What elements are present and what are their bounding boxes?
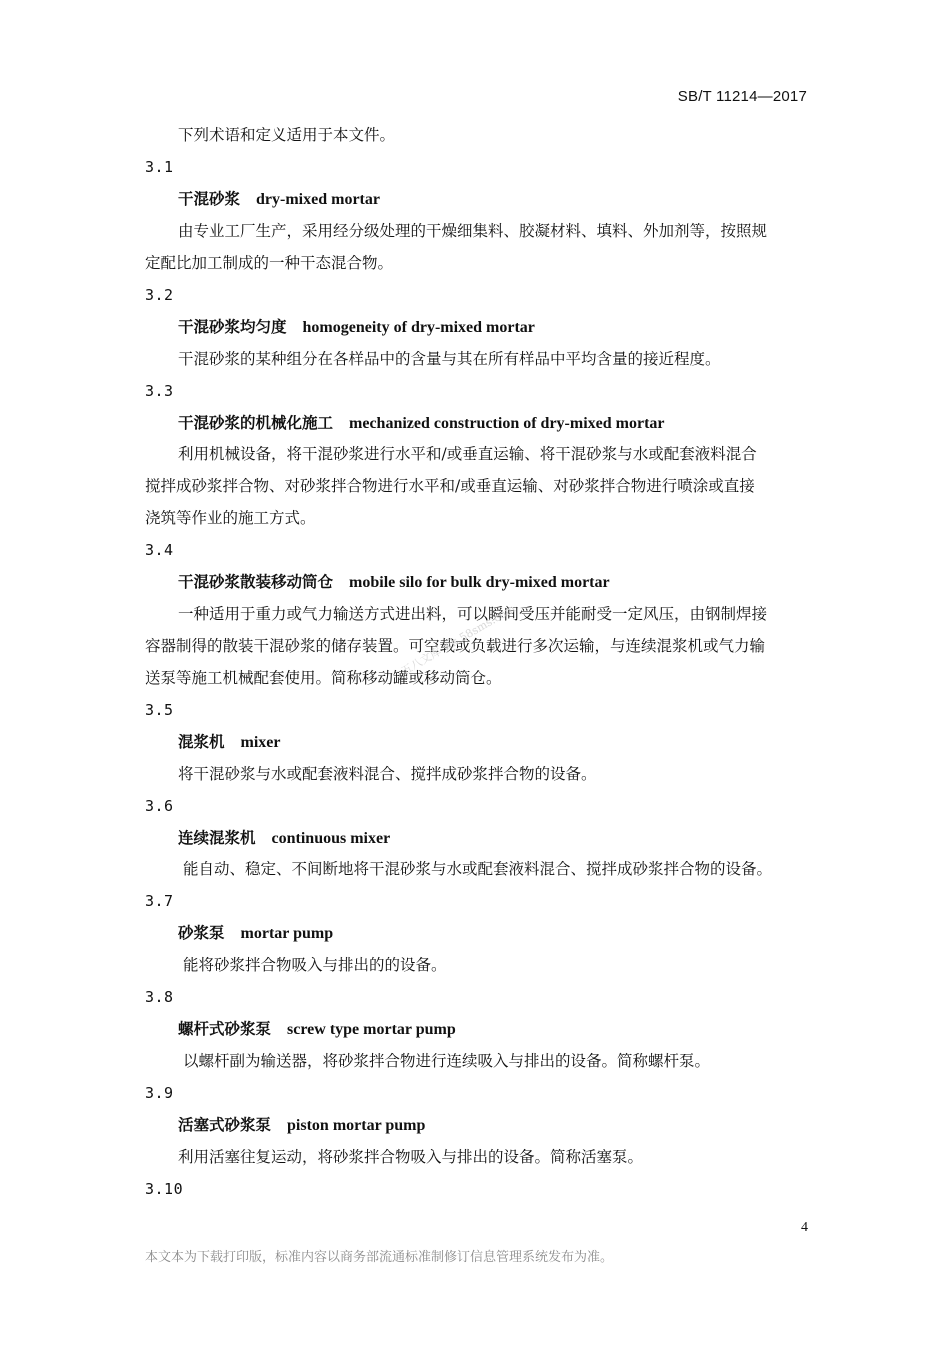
definition-line: 利用机械设备，将干混砂浆进行水平和/或垂直运输、将干混砂浆与水或配套液料混合 <box>178 445 757 463</box>
definition-line: 容器制得的散装干混砂浆的储存装置。可空载或负载进行多次运输，与连续混浆机或气力输 <box>145 637 766 655</box>
definition-line: 利用活塞往复运动，将砂浆拌合物吸入与排出的设备。简称活塞泵。 <box>178 1148 644 1166</box>
term-en: dry-mixed mortar <box>256 191 380 208</box>
term-zh: 螺杆式砂浆泵 <box>178 1019 272 1038</box>
term-zh: 干混砂浆散装移动筒仓 <box>178 572 334 591</box>
term-zh: 干混砂浆均匀度 <box>178 317 287 336</box>
footer-note: 本文本为下载打印版，标准内容以商务部流通标准制修订信息管理系统发布为准。 <box>145 1250 614 1265</box>
term-en: mechanized construction of dry-mixed mortar <box>349 415 665 432</box>
definition-line: 能自动、稳定、不间断地将干混砂浆与水或配套液料混合、搅拌成砂浆拌合物的设备。 <box>183 860 773 878</box>
term-3-4 <box>178 571 610 594</box>
section-number-3-3: 3.3 <box>145 382 174 400</box>
section-number-3-10: 3.10 <box>145 1180 184 1198</box>
section-number-3-4: 3.4 <box>145 541 174 559</box>
watermark: 五八文库 wk.58sms.com <box>399 601 518 678</box>
term-en: homogeneity of dry-mixed mortar <box>302 319 535 336</box>
definition-line: 以螺杆副为输送器，将砂浆拌合物进行连续吸入与排出的设备。简称螺杆泵。 <box>183 1052 711 1070</box>
section-number-3-1: 3.1 <box>145 158 174 176</box>
definition-line: 能将砂浆拌合物吸入与排出的的设备。 <box>183 956 447 974</box>
term-en: mortar pump <box>240 925 334 942</box>
term-3-6 <box>178 827 390 850</box>
term-zh: 连续混浆机 <box>178 828 256 847</box>
term-zh: 干混砂浆 <box>178 189 241 208</box>
definition-line: 搅拌成砂浆拌合物、对砂浆拌合物进行水平和/或垂直运输、对砂浆拌合物进行喷涂或直接 <box>145 477 755 495</box>
section-number-3-6: 3.6 <box>145 797 174 815</box>
section-number-3-9: 3.9 <box>145 1084 174 1102</box>
term-en: mixer <box>240 734 281 751</box>
term-en: piston mortar pump <box>287 1117 426 1134</box>
term-3-5 <box>178 731 281 754</box>
term-en: continuous mixer <box>271 830 391 847</box>
definition-line: 一种适用于重力或气力输送方式进出料，可以瞬间受压并能耐受一定风压，由钢制焊接 <box>178 605 768 623</box>
intro-text: 下列术语和定义适用于本文件。 <box>178 126 396 144</box>
definition-line: 浇筑等作业的施工方式。 <box>145 509 316 527</box>
term-zh: 干混砂浆的机械化施工 <box>178 413 334 432</box>
term-zh: 混浆机 <box>178 732 225 751</box>
section-number-3-8: 3.8 <box>145 988 174 1006</box>
section-number-3-5: 3.5 <box>145 701 174 719</box>
definition-line: 由专业工厂生产，采用经分级处理的干燥细集料、胶凝材料、填料、外加剂等，按照规 <box>178 222 768 240</box>
term-3-8 <box>178 1018 456 1041</box>
term-en: screw type mortar pump <box>287 1021 456 1038</box>
definition-line: 定配比加工制成的一种干态混合物。 <box>145 254 394 272</box>
section-number-3-2: 3.2 <box>145 286 174 304</box>
definition-line: 干混砂浆的某种组分在各样品中的含量与其在所有样品中平均含量的接近程度。 <box>178 350 721 368</box>
term-zh: 砂浆泵 <box>178 923 225 942</box>
page-number: 4 <box>801 1220 808 1235</box>
standard-code-header: SB/T 11214—2017 <box>677 88 807 105</box>
term-3-3 <box>178 412 665 435</box>
term-3-1 <box>178 188 380 211</box>
section-number-3-7: 3.7 <box>145 892 174 910</box>
term-3-2 <box>178 316 535 339</box>
term-3-9 <box>178 1114 425 1137</box>
term-zh: 活塞式砂浆泵 <box>178 1115 272 1134</box>
definition-line: 送泵等施工机械配套使用。简称移动罐或移动筒仓。 <box>145 669 502 687</box>
term-en: mobile silo for bulk dry-mixed mortar <box>349 574 610 591</box>
term-3-7 <box>178 922 333 945</box>
definition-line: 将干混砂浆与水或配套液料混合、搅拌成砂浆拌合物的设备。 <box>178 765 597 783</box>
